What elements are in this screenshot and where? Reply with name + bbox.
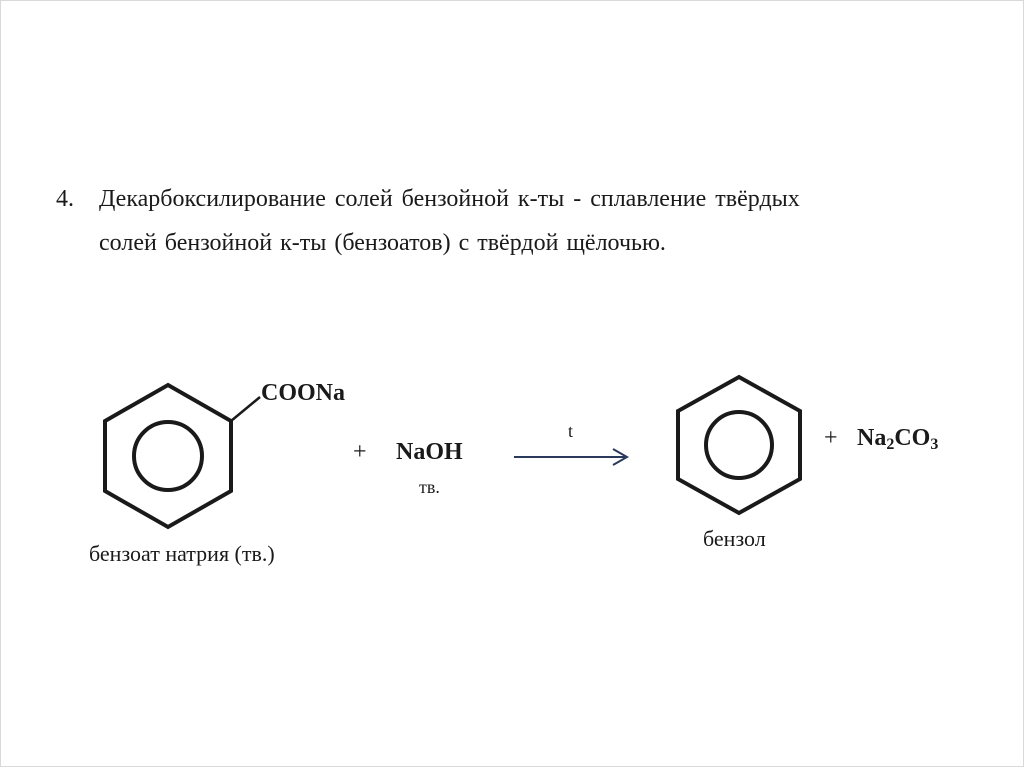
- formula-subscript: 2: [886, 436, 895, 453]
- plus-sign-2: +: [824, 425, 838, 451]
- reagent-formula: NaOH: [396, 439, 463, 465]
- heading-text-1: Декарбоксилирование солей бензойной к-ты - сплавление твёрдых: [99, 186, 800, 212]
- formula-part: Na: [857, 425, 887, 451]
- substituent-label: COONa: [261, 380, 345, 406]
- ring-aromatic-circle: [706, 412, 772, 478]
- ring-aromatic-circle: [134, 422, 202, 490]
- reagent-state: тв.: [419, 477, 440, 497]
- formula-subscript: 3: [930, 436, 939, 453]
- ring-hexagon: [678, 377, 800, 513]
- plus-sign-1: +: [353, 439, 367, 465]
- formula-part: CO: [894, 425, 931, 451]
- heading-line-2: солей бензойной к-ты (бензоатов) с твёрдой щёлочью.: [99, 230, 666, 256]
- reaction-scheme: [1, 1, 1024, 768]
- reaction-arrow: [514, 449, 627, 465]
- substituent-bond: [231, 397, 260, 421]
- benzene-ring-reactant: [105, 385, 260, 527]
- item-number: 4.: [56, 186, 74, 212]
- benzene-ring-product: [678, 377, 800, 513]
- product-name: бензол: [703, 526, 766, 551]
- reaction-condition: t: [568, 421, 574, 441]
- byproduct-formula: [857, 425, 938, 454]
- reactant-name: бензоат натрия (тв.): [89, 541, 275, 566]
- ring-hexagon: [105, 385, 231, 527]
